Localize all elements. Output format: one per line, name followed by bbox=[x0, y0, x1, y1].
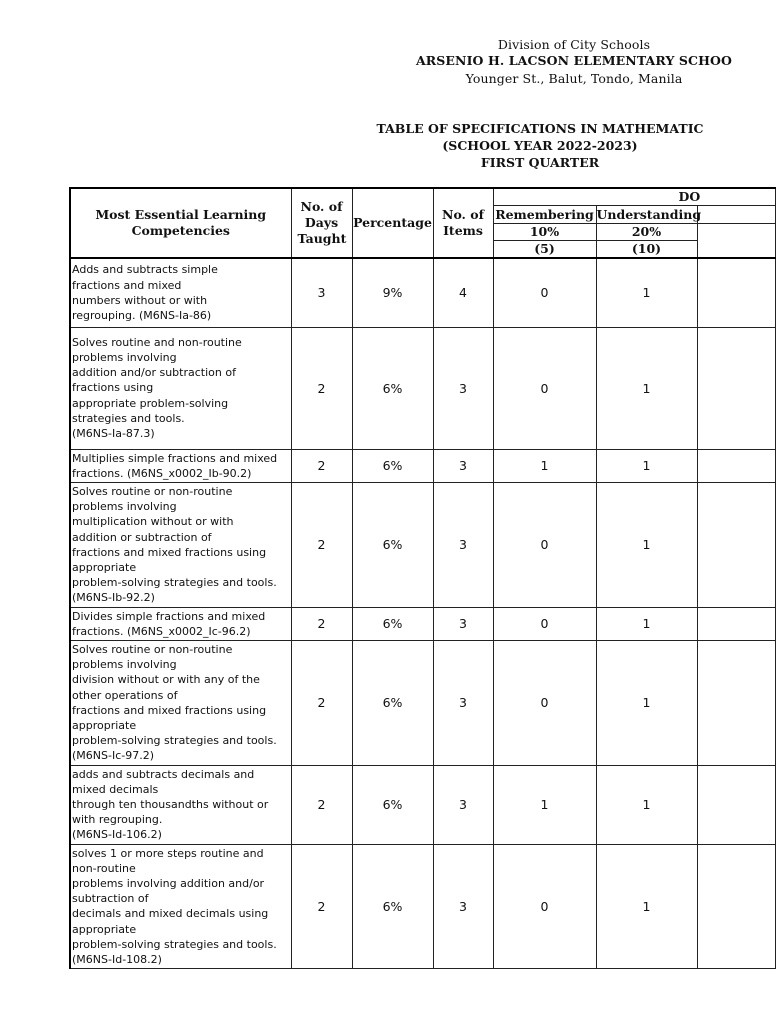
competency-line: division without or with any of the bbox=[72, 673, 260, 687]
items-cell: 3 bbox=[433, 449, 493, 482]
understanding-pct: 20% bbox=[597, 224, 697, 241]
competency-line: problems involving bbox=[72, 500, 177, 514]
percentage-cell: 6% bbox=[352, 449, 433, 482]
competency-line: problem-solving strategies and tools. bbox=[72, 937, 277, 951]
days-cell: 2 bbox=[291, 844, 352, 969]
remembering-cell: 0 bbox=[493, 482, 596, 607]
competency-cell bbox=[70, 258, 291, 327]
understanding-cell: 1 bbox=[596, 844, 697, 969]
table-row bbox=[70, 844, 775, 969]
table-row bbox=[70, 258, 775, 327]
competency-line: non-routine bbox=[72, 861, 136, 875]
items-cell: 3 bbox=[433, 327, 493, 449]
competency-cell bbox=[70, 640, 291, 765]
competency-line: through ten thousandths without or bbox=[72, 797, 269, 811]
competency-cell bbox=[70, 765, 291, 844]
understanding-cell: 1 bbox=[596, 449, 697, 482]
competency-line: other operations of bbox=[72, 688, 178, 702]
understanding-cell: 1 bbox=[596, 482, 697, 607]
header-remembering-weight bbox=[493, 224, 596, 259]
competency-line: fractions and mixed bbox=[72, 278, 182, 292]
next-level-cell bbox=[697, 327, 775, 449]
specifications-table bbox=[69, 187, 776, 969]
items-cell: 3 bbox=[433, 765, 493, 844]
competency-line: (M6NS-Ia-87.3) bbox=[72, 427, 155, 440]
competency-line: fractions. (M6NS_x0002_Ib-90.2) bbox=[72, 466, 252, 480]
competency-line: appropriate bbox=[72, 560, 137, 574]
table-row bbox=[70, 449, 775, 482]
competency-line: Solves routine and non-routine bbox=[72, 335, 242, 349]
days-cell: 3 bbox=[291, 258, 352, 327]
competency-cell bbox=[70, 449, 291, 482]
header-percentage: Percentage bbox=[352, 188, 433, 258]
competency-line: fractions and mixed fractions using bbox=[72, 545, 267, 559]
items-cell: 4 bbox=[433, 258, 493, 327]
remembering-cell: 0 bbox=[493, 258, 596, 327]
table-row bbox=[70, 765, 775, 844]
competency-line: subtraction of bbox=[72, 892, 149, 906]
competency-line: multiplication without or with bbox=[72, 515, 234, 529]
percentage-cell: 6% bbox=[352, 482, 433, 607]
percentage-cell: 9% bbox=[352, 258, 433, 327]
competency-line: regrouping. (M6NS-Ia-86) bbox=[72, 308, 212, 322]
competency-line: problems involving bbox=[72, 350, 177, 364]
remembering-cell: 1 bbox=[493, 765, 596, 844]
percentage-cell: 6% bbox=[352, 327, 433, 449]
understanding-cell: 1 bbox=[596, 258, 697, 327]
items-cell: 3 bbox=[433, 482, 493, 607]
school-name: ARSENIO H. LACSON ELEMENTARY SCHOO bbox=[416, 53, 732, 68]
division-label: Division of City Schools bbox=[497, 37, 651, 52]
table-row bbox=[70, 482, 775, 607]
competency-line: problems involving bbox=[72, 658, 177, 672]
next-level-cell bbox=[697, 607, 775, 640]
competency-cell bbox=[70, 327, 291, 449]
table-viewport bbox=[69, 187, 702, 966]
competency-cell bbox=[70, 482, 291, 607]
header-next-weight bbox=[697, 224, 775, 259]
days-cell: 2 bbox=[291, 327, 352, 449]
items-cell: 3 bbox=[433, 844, 493, 969]
school-address: Younger St., Balut, Tondo, Manila bbox=[465, 71, 683, 86]
competency-line: adds and subtracts decimals and bbox=[72, 767, 255, 781]
percentage-cell: 6% bbox=[352, 765, 433, 844]
next-level-cell bbox=[697, 449, 775, 482]
days-cell: 2 bbox=[291, 607, 352, 640]
competency-line: problems involving addition and/or bbox=[72, 876, 265, 890]
header-domain-group: DO bbox=[493, 188, 775, 206]
competency-line: fractions using bbox=[72, 381, 154, 395]
competency-line: (M6NS-Ib-92.2) bbox=[72, 591, 155, 605]
competency-line: Multiplies simple fractions and mixed bbox=[72, 451, 278, 465]
header-understanding: Understanding bbox=[596, 206, 702, 222]
remembering-pct: 10% bbox=[494, 224, 596, 241]
competency-line: Adds and subtracts simple bbox=[72, 263, 218, 277]
table-row bbox=[70, 607, 775, 640]
percentage-cell: 6% bbox=[352, 607, 433, 640]
header-days-taught: No. of Days Taught bbox=[291, 188, 352, 258]
competency-line: Solves routine or non-routine bbox=[72, 484, 233, 498]
header-remembering: Remembering bbox=[493, 206, 596, 224]
competency-line: Solves routine or non-routine bbox=[72, 642, 233, 656]
next-level-cell bbox=[697, 258, 775, 327]
competency-line: (M6NS-Ic-97.2) bbox=[72, 749, 155, 763]
next-level-cell bbox=[697, 765, 775, 844]
understanding-cell: 1 bbox=[596, 327, 697, 449]
competency-line: Divides simple fractions and mixed bbox=[72, 609, 266, 623]
percentage-cell: 6% bbox=[352, 844, 433, 969]
competency-line: with regrouping. bbox=[72, 813, 163, 827]
table-row bbox=[70, 640, 775, 765]
days-cell: 2 bbox=[291, 482, 352, 607]
competency-line: appropriate problem-solving bbox=[72, 396, 229, 410]
items-cell: 3 bbox=[433, 607, 493, 640]
understanding-count: (10) bbox=[631, 241, 662, 256]
remembering-cell: 0 bbox=[493, 640, 596, 765]
competency-line: appropriate bbox=[72, 922, 137, 936]
competency-cell bbox=[70, 607, 291, 640]
competency-line: (M6NS-Id-106.2) bbox=[72, 828, 162, 842]
understanding-cell: 1 bbox=[596, 640, 697, 765]
competency-line: strategies and tools. bbox=[72, 411, 185, 425]
next-level-cell bbox=[697, 482, 775, 607]
competency-line: solves 1 or more steps routine and bbox=[72, 846, 264, 860]
remembering-count: (5) bbox=[534, 241, 555, 256]
header-next-level bbox=[697, 206, 775, 224]
next-level-cell bbox=[697, 844, 775, 969]
header-no-of-items: No. of Items bbox=[433, 188, 493, 258]
table-body bbox=[70, 258, 775, 969]
competency-cell bbox=[70, 844, 291, 969]
competency-line: numbers without or with bbox=[72, 293, 208, 307]
next-level-cell bbox=[697, 640, 775, 765]
competency-line: addition or subtraction of bbox=[72, 530, 212, 544]
competency-line: appropriate bbox=[72, 718, 137, 732]
days-cell: 2 bbox=[291, 449, 352, 482]
remembering-cell: 1 bbox=[493, 449, 596, 482]
header-competencies: Most Essential Learning Competencies bbox=[70, 188, 291, 258]
table-row bbox=[70, 327, 775, 449]
days-cell: 2 bbox=[291, 640, 352, 765]
understanding-cell: 1 bbox=[596, 607, 697, 640]
competency-line: mixed decimals bbox=[72, 782, 159, 796]
header-understanding-weight bbox=[596, 224, 697, 259]
understanding-cell: 1 bbox=[596, 765, 697, 844]
competency-line: fractions and mixed fractions using bbox=[72, 703, 267, 717]
competency-line: problem-solving strategies and tools. bbox=[72, 734, 277, 748]
competency-line: decimals and mixed decimals using bbox=[72, 907, 269, 921]
days-cell: 2 bbox=[291, 765, 352, 844]
items-cell: 3 bbox=[433, 640, 493, 765]
competency-line: (M6NS-Id-108.2) bbox=[72, 953, 162, 966]
competency-line: addition and/or subtraction of bbox=[72, 366, 236, 380]
competency-line: fractions. (M6NS_x0002_Ic-96.2) bbox=[72, 624, 251, 638]
remembering-cell: 0 bbox=[493, 607, 596, 640]
school-year: (SCHOOL YEAR 2022-2023) bbox=[442, 138, 638, 153]
competency-line: problem-solving strategies and tools. bbox=[72, 576, 277, 590]
quarter-label: FIRST QUARTER bbox=[480, 155, 600, 170]
document-title: TABLE OF SPECIFICATIONS IN MATHEMATIC bbox=[376, 121, 704, 136]
remembering-cell: 0 bbox=[493, 327, 596, 449]
remembering-cell: 0 bbox=[493, 844, 596, 969]
percentage-cell: 6% bbox=[352, 640, 433, 765]
